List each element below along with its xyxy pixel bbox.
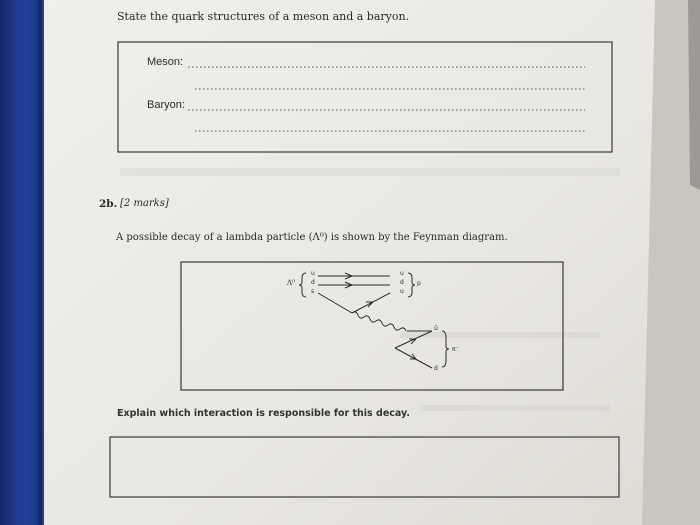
pion-quark-d: d xyxy=(434,365,438,372)
blue-binder xyxy=(0,0,42,525)
lambda-quark-u: u xyxy=(311,270,315,277)
show-through xyxy=(120,168,620,176)
pion-quark-anti-u: ū xyxy=(434,325,438,332)
proton-quark-u2: u xyxy=(400,288,404,295)
pion-label: π⁻ xyxy=(452,346,459,353)
proton-quark-u: u xyxy=(400,270,404,277)
proton-quark-d: d xyxy=(400,279,404,286)
question-b-intro: A possible decay of a lambda particle (Λ⁰) is shown by the Feynman diagram. xyxy=(116,232,508,243)
lambda-quark-s: s xyxy=(311,288,315,295)
question-marks: [2 marks] xyxy=(120,198,169,209)
lambda-label: Λ⁰ xyxy=(287,279,295,287)
proton-label: p xyxy=(417,280,421,287)
right-shadow xyxy=(688,0,700,190)
baryon-label: Baryon: xyxy=(147,99,185,111)
question-number: 2b. xyxy=(99,198,118,210)
question-a-prompt: State the quark structures of a meson and a baryon. xyxy=(117,10,410,23)
explain-prompt: Explain which interaction is responsible for this decay. xyxy=(117,408,410,419)
show-through xyxy=(420,405,610,411)
show-through xyxy=(400,332,600,338)
meson-label: Meson: xyxy=(147,56,184,68)
lambda-quark-d: d xyxy=(311,279,315,286)
